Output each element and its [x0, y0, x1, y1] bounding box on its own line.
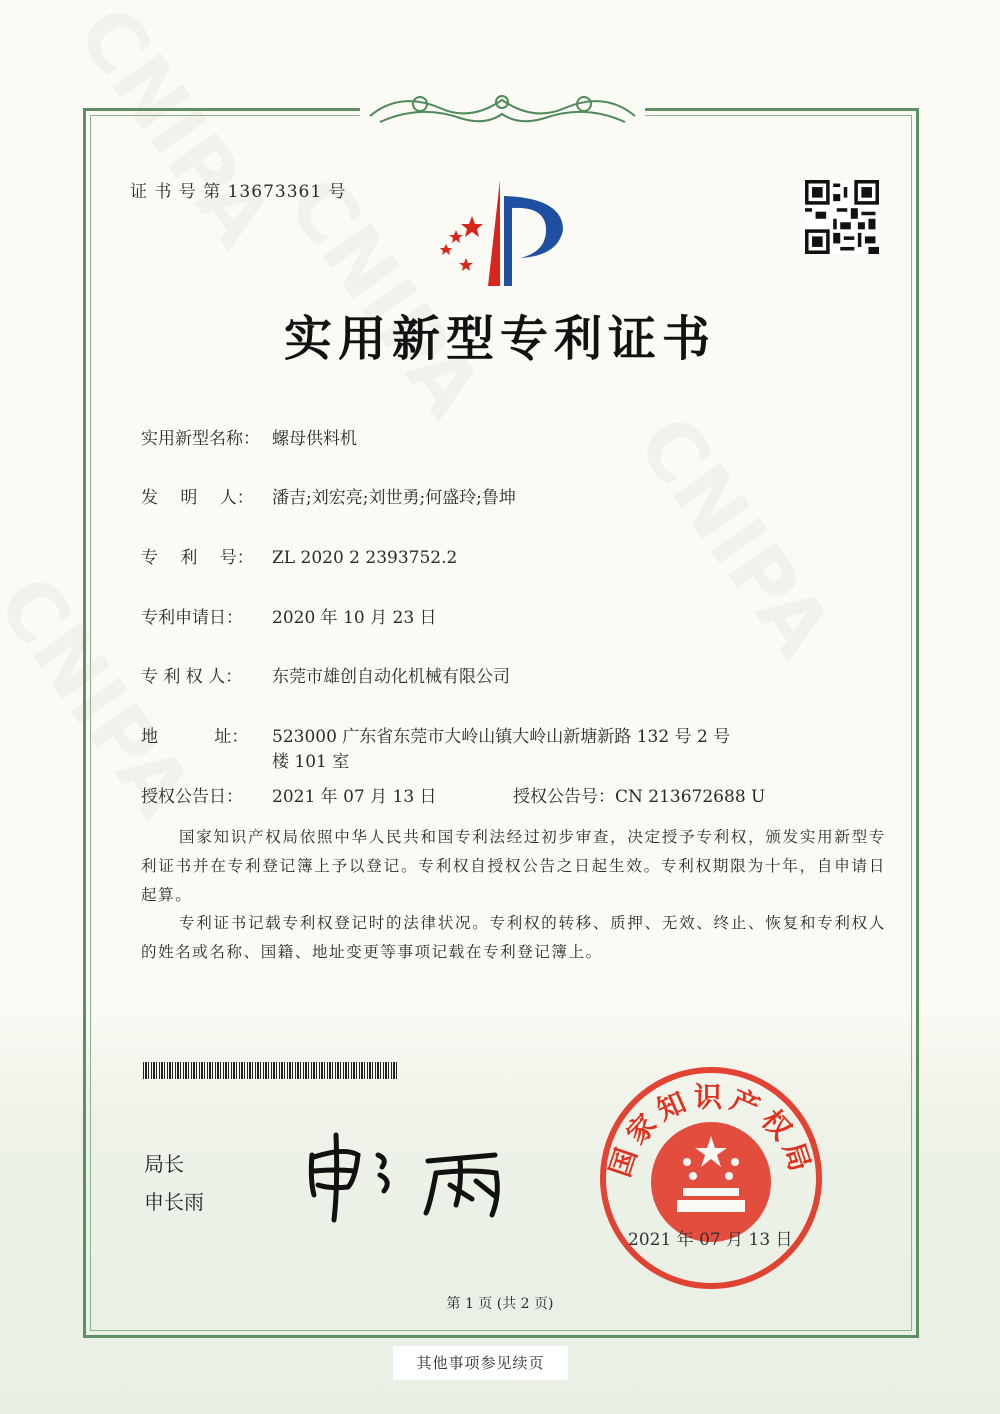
barcode — [143, 1062, 398, 1079]
field-announcement-number: 授权公告号：CN 213672688 U — [513, 787, 766, 807]
field-address: 地 址： 523000 广东省东莞市大岭山镇大岭山新塘新路 132 号 2 号 — [141, 727, 731, 747]
seal-text: 国家知识产权局 — [603, 1080, 819, 1181]
director-signature — [300, 1125, 520, 1225]
seal-date: 2021 年 07 月 13 日 — [628, 1230, 793, 1250]
paragraph-legal-status: 专利证书记载专利权登记时的法律状况。专利权的转移、质押、无效、终止、恢复和专利权人的姓名或名称、国籍、地址变更等事项记载在专利登记簿上。 — [141, 914, 886, 961]
page-number: 第 1 页 (共 2 页) — [446, 1296, 554, 1312]
paragraph-grant: 国家知识产权局依照中华人民共和国专利法经过初步审查，决定授予专利权，颁发实用新型专利证书并在专利登记簿上予以登记。专利权自授权公告之日起生效。专利权期限为十年，自申请日起算。 — [141, 828, 886, 904]
director-name: 申长雨 — [144, 1190, 204, 1214]
cnipa-logo — [428, 178, 578, 290]
field-application-date: 专利申请日： 2020 年 10 月 23 日 — [141, 608, 437, 628]
qr-code — [805, 180, 879, 254]
field-inventors: 发 明 人： 潘吉;刘宏亮;刘世勇;何盛玲;鲁坤 — [141, 488, 516, 508]
field-grant-date: 授权公告日： 2021 年 07 月 13 日 — [141, 787, 437, 807]
field-patentee: 专 利 权 人： 东莞市雄创自动化机械有限公司 — [141, 667, 510, 687]
field-patent-number: 专 利 号： ZL 2020 2 2393752.2 — [141, 548, 458, 568]
certificate-number: 证 书 号 第 13673361 号 — [130, 182, 347, 202]
address-line-2: 楼 101 室 — [272, 752, 350, 772]
official-seal — [597, 1064, 825, 1292]
top-ornament — [360, 86, 645, 130]
certificate-title: 实用新型专利证书 — [283, 311, 716, 367]
director-title: 局长 — [144, 1152, 184, 1176]
field-model-name: 实用新型名称： 螺母供料机 — [141, 429, 357, 449]
continuation-note: 其他事项参见续页 — [393, 1346, 568, 1380]
